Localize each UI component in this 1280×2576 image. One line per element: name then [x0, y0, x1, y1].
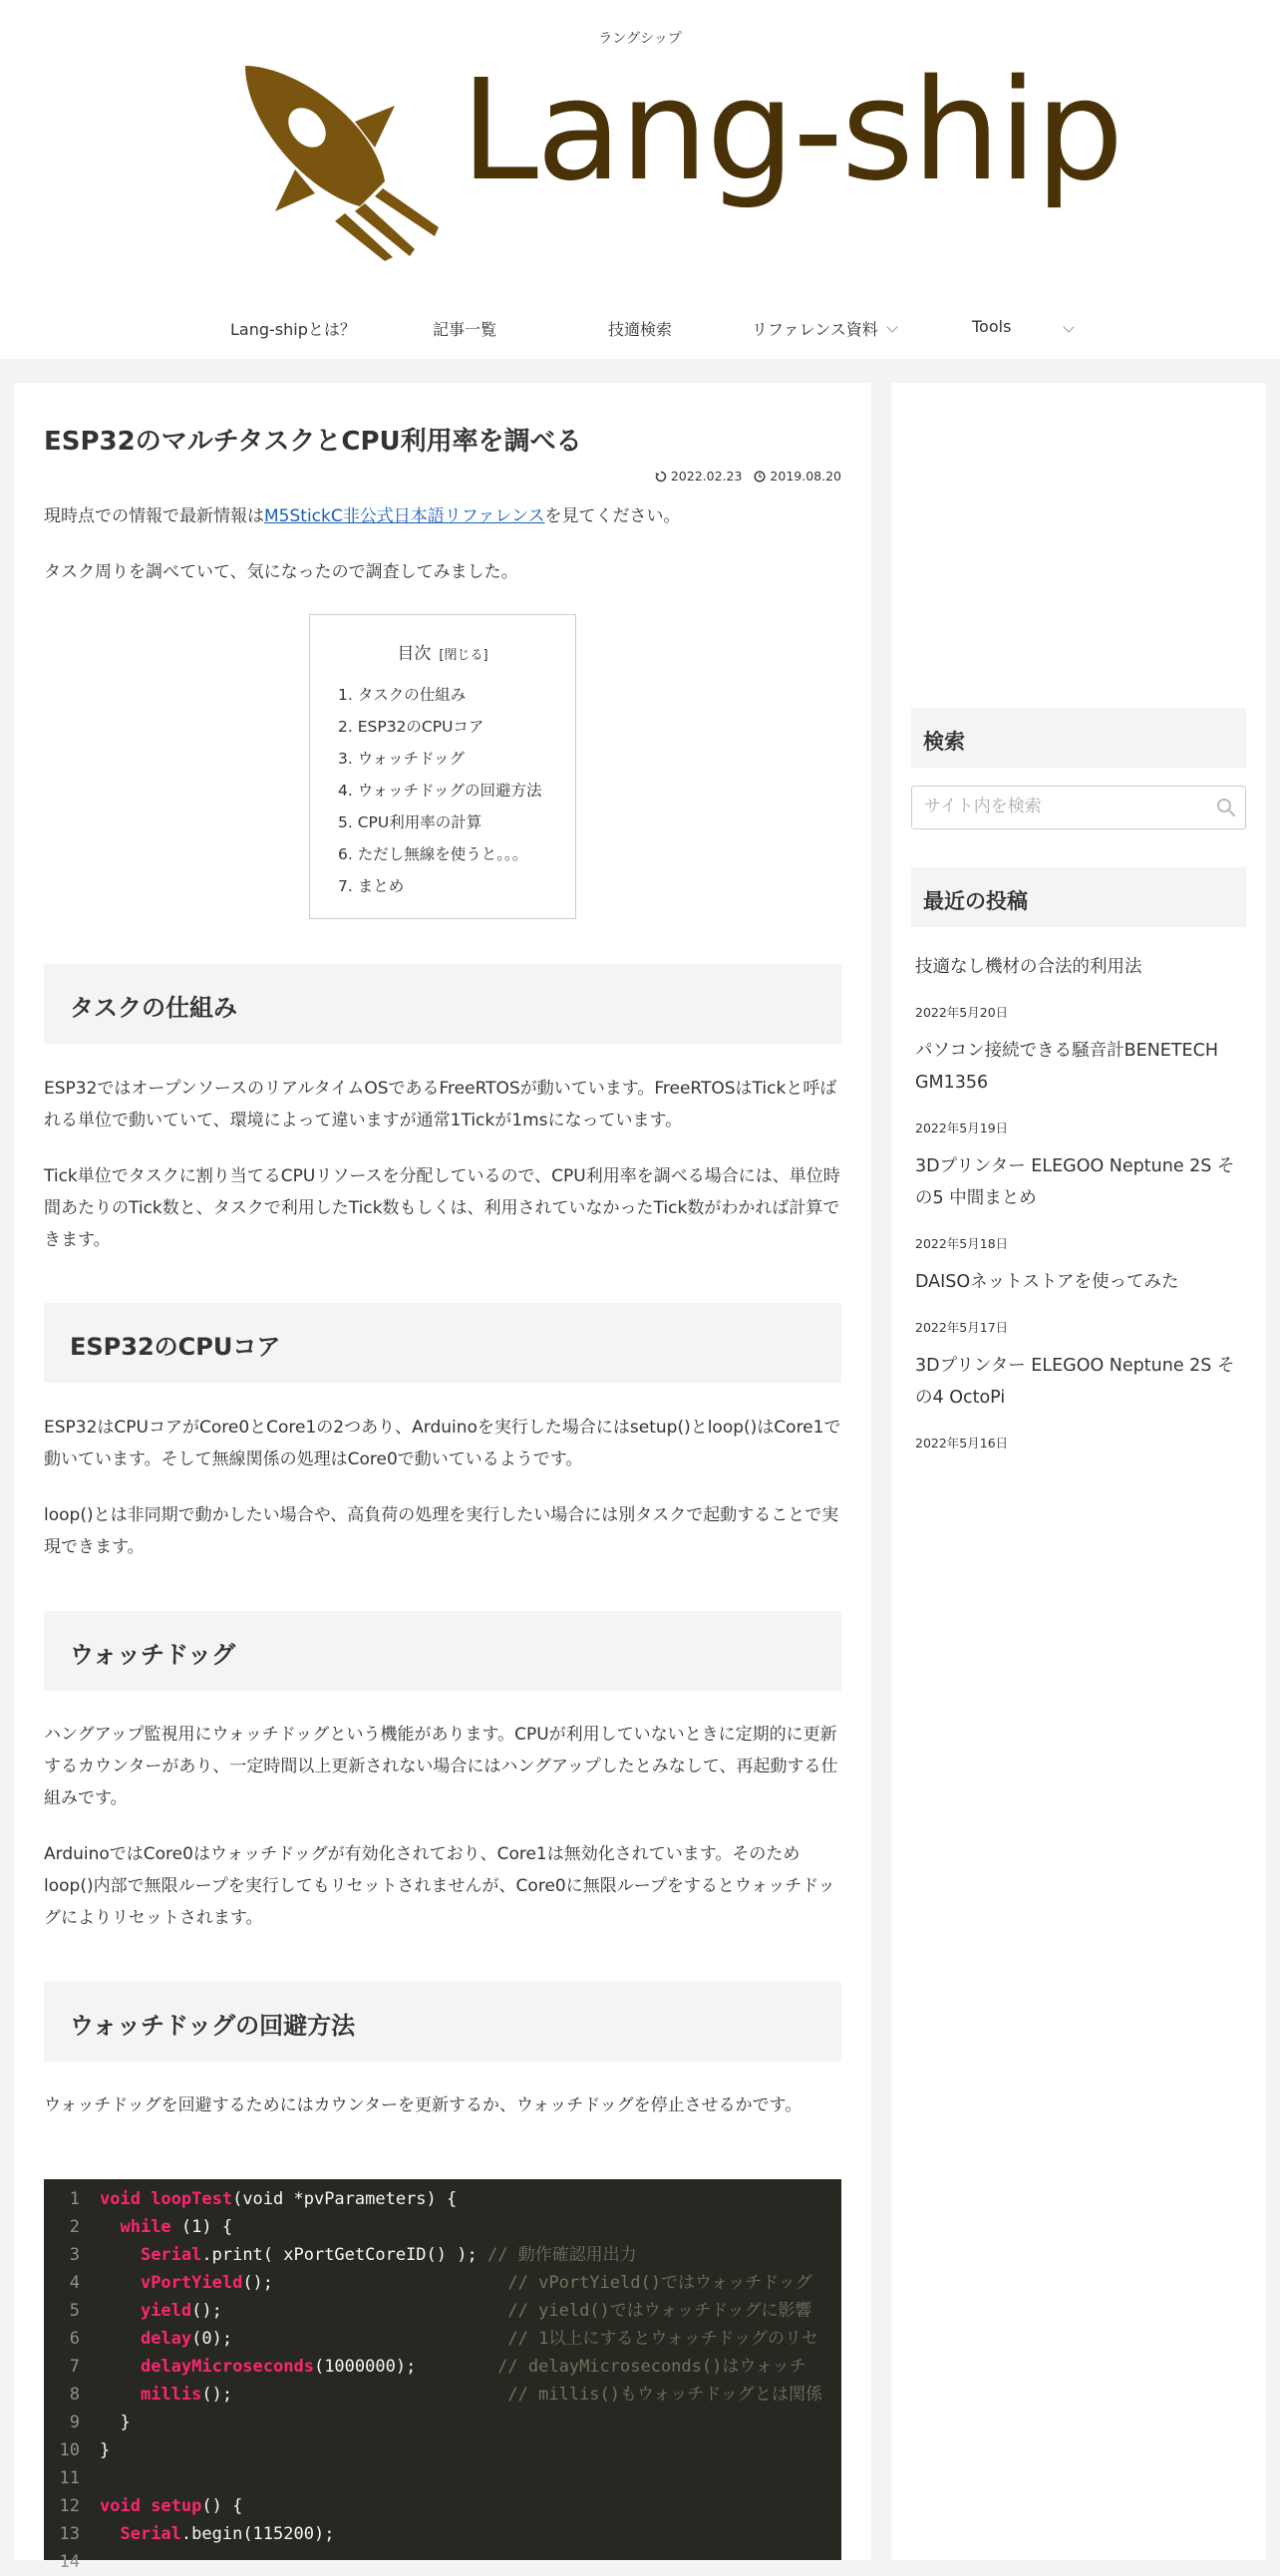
- code-token: delay: [140, 2329, 192, 2349]
- code-line: [44, 2353, 806, 2381]
- line-number: 3: [69, 2245, 80, 2265]
- reference-link[interactable]: M5StickC非公式日本語リファレンス: [264, 506, 545, 526]
- code-token: (1) {: [170, 2217, 233, 2237]
- code-token: ();: [201, 2385, 508, 2405]
- code-token: (void *pvParameters) {: [232, 2189, 458, 2209]
- code-line: [44, 2381, 822, 2409]
- line-number: 8: [69, 2385, 80, 2405]
- nav-item-tools[interactable]: Tools: [972, 317, 1012, 336]
- line-number: 5: [69, 2301, 80, 2321]
- toc-title: 目次 [閉じる]: [397, 644, 488, 664]
- code-token: loopTest: [151, 2189, 233, 2209]
- code-line: [44, 2213, 232, 2241]
- toc-item[interactable]: 2. ESP32のCPUコア: [338, 718, 484, 736]
- recent-post-date: 2022年5月16日: [915, 1436, 1009, 1450]
- search-widget-heading: 検索: [911, 708, 1246, 768]
- code-token: [100, 2217, 120, 2237]
- code-token: Serial: [140, 2245, 202, 2265]
- code-token: // 1以上にするとウォッチドッグのリセ: [507, 2329, 818, 2349]
- nav-item-giteki-search[interactable]: 技適検索: [608, 320, 673, 339]
- nav-item-about[interactable]: Lang-shipとは？: [230, 320, 356, 339]
- section-heading: タスクの仕組み: [44, 964, 841, 1044]
- code-token: [100, 2301, 141, 2321]
- recent-post-date: 2022年5月18日: [915, 1236, 1009, 1251]
- code-token: // vPortYield()ではウォッチドッグ: [507, 2273, 812, 2293]
- toc-item[interactable]: 3. ウォッチドッグ: [338, 750, 465, 768]
- code-token: setup: [151, 2496, 202, 2516]
- code-token: (1000000);: [313, 2357, 498, 2377]
- code-token: // delayMicroseconds()はウォッチ: [497, 2357, 806, 2377]
- code-token: [100, 2524, 120, 2544]
- main-nav: [0, 309, 1280, 349]
- section-heading: ウォッチドッグの回避方法: [44, 1982, 841, 2062]
- code-token: [100, 2357, 141, 2377]
- code-line: [44, 2241, 637, 2269]
- code-line: [44, 2269, 812, 2297]
- table-of-contents: [309, 614, 576, 919]
- update-icon: [655, 471, 667, 483]
- code-token: }: [100, 2440, 111, 2460]
- section-paragraph: ESP32ではオープンソースのリアルタイムOSであるFreeRTOSが動いています。FreeRTOSはTickと呼ばれる単位で動いていて、環境によって違いますが通常1Tickが1msになっています。: [44, 1079, 837, 1130]
- code-line: [44, 2436, 110, 2464]
- recent-posts-heading: 最近の投稿: [911, 867, 1246, 927]
- code-token: delayMicroseconds: [140, 2357, 314, 2377]
- code-token: [100, 2245, 141, 2265]
- code-token: [100, 2329, 141, 2349]
- code-line: [44, 2548, 100, 2576]
- code-token: (0);: [191, 2329, 508, 2349]
- code-line: [44, 2464, 100, 2492]
- rocket-logo-icon[interactable]: [235, 62, 445, 261]
- sidebar-ad-space: [911, 403, 1246, 682]
- code-token: // yield()ではウォッチドッグに影響: [507, 2301, 812, 2321]
- section-paragraph: ウォッチドッグを回避するためにはカウンターを更新するか、ウォッチドッグを停止させるかです。: [44, 2095, 802, 2115]
- recent-post-date: 2022年5月17日: [915, 1320, 1009, 1335]
- toc-item[interactable]: 1. タスクの仕組み: [338, 686, 467, 704]
- toc-item[interactable]: 5. CPU利用率の計算: [338, 813, 482, 831]
- code-token: .begin(115200);: [180, 2524, 335, 2544]
- site-tagline: ラングシップ: [598, 31, 682, 47]
- article-dates: [655, 469, 841, 483]
- intro-paragraph: 現時点での情報で最新情報はM5StickC非公式日本語リファレンスを見てください。: [44, 506, 681, 526]
- line-number: 11: [59, 2468, 80, 2488]
- toc-toggle-button[interactable]: [閉じる]: [439, 648, 488, 663]
- recent-post-link[interactable]: パソコン接続できる騒音計BENETECH GM1356: [915, 1041, 1218, 1093]
- sidebar: [891, 383, 1266, 2560]
- code-line: [44, 2409, 131, 2436]
- code-token: void: [100, 2189, 152, 2209]
- code-token: yield: [140, 2301, 192, 2321]
- code-token: Serial: [120, 2524, 181, 2544]
- code-block[interactable]: [44, 2179, 841, 2572]
- code-token: while: [120, 2217, 171, 2237]
- intro-paragraph-2: タスク周りを調べていて、気になったので調査してみました。: [44, 562, 518, 582]
- line-number: 14: [59, 2552, 80, 2572]
- nav-item-articles[interactable]: 記事一覧: [433, 320, 497, 339]
- section-paragraph: ESP32はCPUコアがCore0とCore1の2つあり、Arduinoを実行した場合にはsetup()とloop()はCore1で動いています。そして無線関係の処理はCore0で動いているようです。: [44, 1418, 841, 1469]
- line-number: 7: [69, 2357, 80, 2377]
- line-number: 10: [59, 2440, 80, 2460]
- recent-post-date: 2022年5月20日: [915, 1005, 1009, 1020]
- section-paragraph: ハングアップ監視用にウォッチドッグという機能があります。CPUが利用していないときに定期的に更新するカウンターがあり、一定時間以上更新されない場合にはハングアップしたとみなして、再起動する仕組みです。: [44, 1725, 838, 1808]
- recent-post-link[interactable]: 3Dプリンター ELEGOO Neptune 2S その5 中間まとめ: [915, 1156, 1235, 1208]
- line-number: 4: [69, 2273, 80, 2293]
- code-token: void: [100, 2496, 152, 2516]
- article-main: [14, 383, 871, 2572]
- site-logo-text[interactable]: Lang-ship: [461, 50, 1122, 212]
- line-number: 13: [59, 2524, 80, 2544]
- recent-post-link[interactable]: DAISOネットストアを使ってみた: [915, 1272, 1179, 1292]
- article-title: ESP32のマルチタスクとCPU利用率を調べる: [44, 427, 582, 457]
- code-token: millis: [140, 2385, 202, 2405]
- code-token: [100, 2273, 141, 2293]
- search-input[interactable]: [912, 787, 1201, 826]
- recent-post-link[interactable]: 技適なし機材の合法的利用法: [915, 957, 1142, 977]
- code-line: [44, 2185, 457, 2213]
- code-token: () {: [201, 2496, 243, 2516]
- code-line: [44, 2520, 334, 2548]
- code-line: [44, 2325, 818, 2353]
- code-line: [44, 2297, 811, 2325]
- clock-icon: [754, 471, 766, 483]
- toc-item[interactable]: 6. ただし無線を使うと。。。: [338, 845, 528, 863]
- recent-post-date: 2022年5月19日: [915, 1121, 1009, 1135]
- recent-post-link[interactable]: 3Dプリンター ELEGOO Neptune 2S その4 OctoPi: [915, 1356, 1235, 1408]
- line-number: 6: [69, 2329, 80, 2349]
- search-icon[interactable]: [1215, 797, 1237, 818]
- search-box: [911, 786, 1246, 829]
- toc-item[interactable]: 4. ウォッチドッグの回避方法: [338, 782, 542, 800]
- chevron-down-icon[interactable]: [1063, 321, 1074, 332]
- section-paragraph: loop()とは非同期で動かしたい場合や、高負荷の処理を実行したい場合には別タスクで起動することで実現できます。: [44, 1505, 839, 1557]
- line-number: 1: [69, 2189, 80, 2209]
- code-token: }: [100, 2413, 131, 2432]
- code-token: [100, 2385, 141, 2405]
- nav-item-reference[interactable]: リファレンス資料: [752, 320, 878, 339]
- site-header: [0, 0, 1280, 359]
- code-token: ();: [242, 2273, 508, 2293]
- code-token: // millis()もウォッチドッグとは関係: [507, 2385, 822, 2405]
- code-token: // 動作確認用出力: [486, 2245, 637, 2265]
- line-number: 9: [69, 2413, 80, 2432]
- updated-date: 2022.02.23: [655, 469, 743, 483]
- section-paragraph: Tick単位でタスクに割り当てるCPUリソースを分配しているので、CPU利用率を調べる場合には、単位時間あたりのTick数と、タスクで利用したTick数もしくは、利用されていなかったTick数がわかれば計算できます。: [44, 1166, 840, 1250]
- code-line: [44, 2492, 242, 2520]
- line-number: 12: [59, 2496, 80, 2516]
- section-paragraph: ArduinoではCore0はウォッチドッグが有効化されており、Core1は無効化されています。そのためloop()内部で無限ループを実行してもリセットされませんが、Core0に無限ループをするとウォッチドッグによりリセットされます。: [44, 1844, 835, 1928]
- code-token: vPortYield: [140, 2273, 243, 2293]
- toc-item[interactable]: 7. まとめ: [338, 877, 405, 895]
- section-heading: ウォッチドッグ: [44, 1611, 841, 1691]
- code-token: ();: [191, 2301, 508, 2321]
- chevron-down-icon[interactable]: [886, 321, 897, 332]
- published-date: 2019.08.20: [754, 469, 841, 483]
- code-token: .print( xPortGetCoreID() );: [201, 2245, 487, 2265]
- section-heading: ESP32のCPUコア: [44, 1303, 841, 1383]
- line-number: 2: [69, 2217, 80, 2237]
